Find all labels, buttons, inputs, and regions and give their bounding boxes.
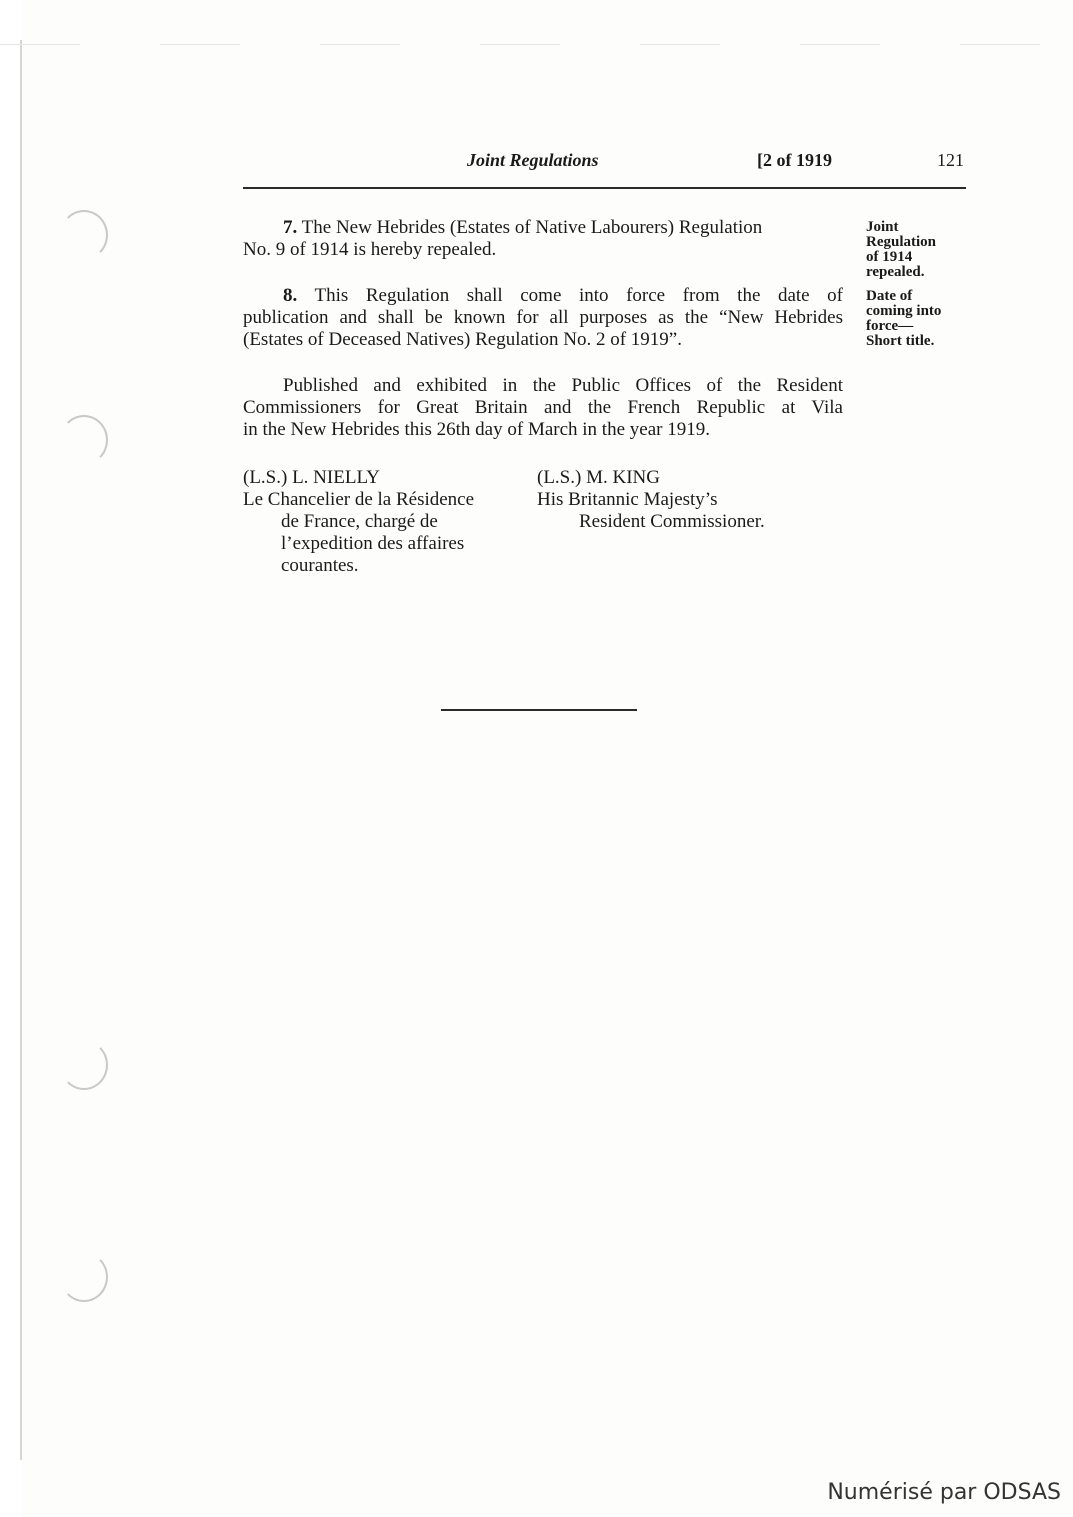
paragraph-line: in the New Hebrides this 26th day of March in the year 1919. xyxy=(243,419,710,440)
margin-note-line: of 1914 xyxy=(866,249,913,265)
signature-block-right xyxy=(537,467,765,533)
margin-note-line: coming into xyxy=(866,303,942,319)
digitization-credit: Numérisé par ODSAS xyxy=(827,1480,1061,1505)
paragraph-line: This Regulation shall come into force from the date of xyxy=(314,285,843,306)
paragraph-number: 8. xyxy=(283,285,298,306)
signature-title-line: de France, chargé de xyxy=(281,511,438,532)
margin-note-line: Date of xyxy=(866,288,913,304)
margin-note-line: Regulation xyxy=(866,234,937,250)
margin-note-commencement xyxy=(866,289,966,349)
running-title: Joint Regulations xyxy=(467,150,599,170)
paragraph-7 xyxy=(243,217,843,261)
paragraph-line: publication and shall be known for all purposes as the “New Hebrides xyxy=(243,307,843,328)
paragraph-line: (Estates of Deceased Natives) Regulation No. 2 of 1919”. xyxy=(243,329,682,350)
signature-block-left xyxy=(243,467,474,577)
signature-seal-name: (L.S.) L. NIELLY xyxy=(243,467,380,488)
punch-hole-icon xyxy=(60,210,108,260)
page-edge xyxy=(20,40,22,1460)
punch-hole-icon xyxy=(60,1040,108,1090)
paragraph-line: The New Hebrides (Estates of Native Labourers) Regulation xyxy=(301,217,763,238)
signature-seal-name: (L.S.) M. KING xyxy=(537,467,660,488)
paragraph-line: No. 9 of 1914 is hereby repealed. xyxy=(243,239,497,260)
header-rule xyxy=(243,187,966,189)
end-rule xyxy=(441,709,637,711)
signature-title-line: courantes. xyxy=(281,555,359,576)
margin-note-repeal xyxy=(866,220,966,280)
page-number: 121 xyxy=(937,150,964,170)
scan-artifact-line xyxy=(0,44,1073,45)
paragraph-line: Published and exhibited in the Public Offices of the Resident xyxy=(283,375,843,396)
punch-hole-icon xyxy=(60,1252,108,1302)
regulation-number: [2 of 1919 xyxy=(757,150,832,170)
punch-hole-icon xyxy=(60,415,108,465)
signature-title-line: Le Chancelier de la Résidence xyxy=(243,489,475,510)
publication-paragraph xyxy=(243,375,843,441)
paragraph-8 xyxy=(243,285,843,351)
signature-title-line: His Britannic Majesty’s xyxy=(537,489,718,510)
margin-note-line: Short title. xyxy=(866,333,935,349)
margin-note-line: force— xyxy=(866,318,914,334)
signature-title-line: l’expedition des affaires xyxy=(281,533,465,554)
margin-note-line: repealed. xyxy=(866,264,925,280)
signature-title-line: Resident Commissioner. xyxy=(579,511,765,532)
paragraph-number: 7. xyxy=(283,217,298,238)
paragraph-line: Commissioners for Great Britain and the French Republic at Vila xyxy=(243,397,843,418)
margin-note-line: Joint xyxy=(866,219,899,235)
